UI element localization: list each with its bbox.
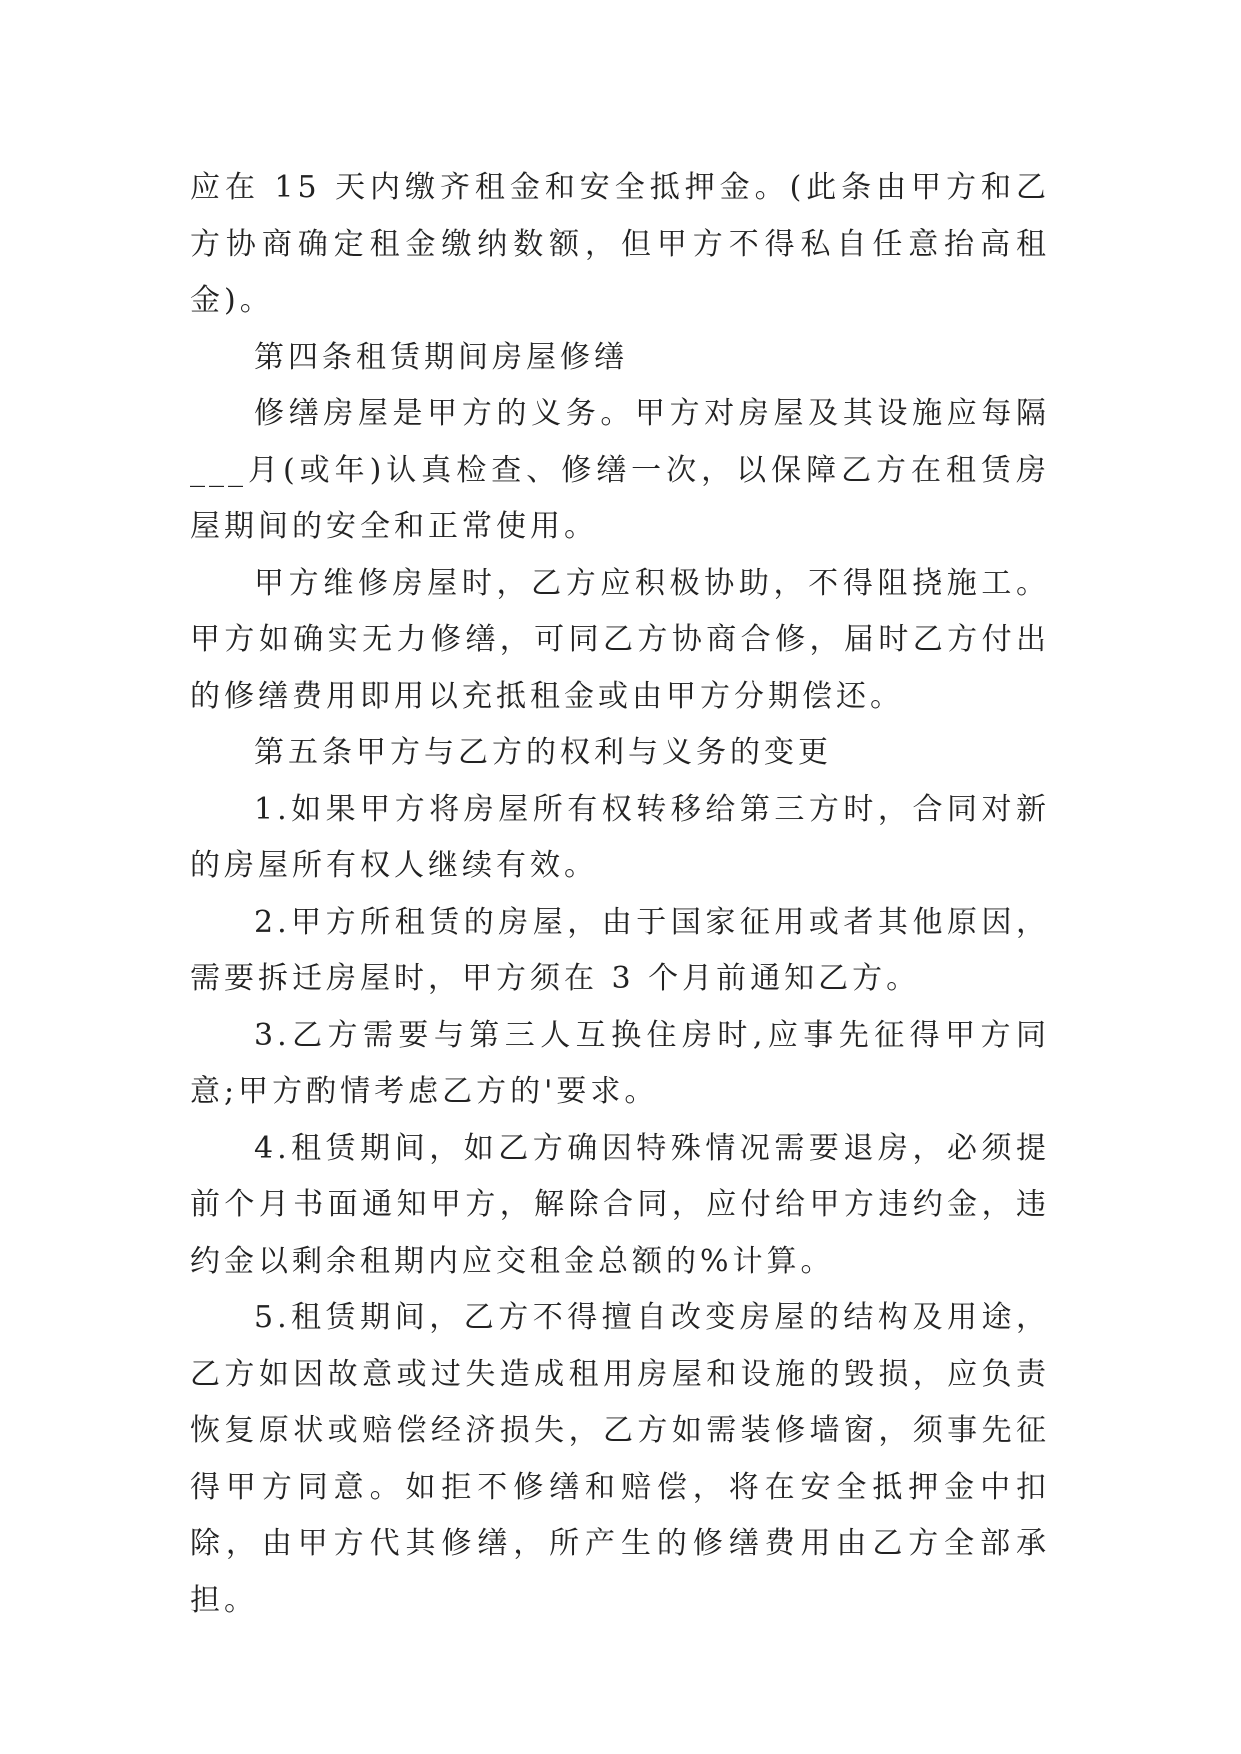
heading-article-4: 第四条租赁期间房屋修缮 [254, 339, 628, 375]
paragraph-clause-3: 3.乙方需要与第三人互换住房时,应事先征得甲方同意;甲方酌情考虑乙方的'要求。 [190, 1017, 1050, 1109]
paragraph-clause-1: 1.如果甲方将房屋所有权转移给第三方时，合同对新的房屋所有权人继续有效。 [190, 791, 1050, 883]
heading-article-5: 第五条甲方与乙方的权利与义务的变更 [254, 735, 832, 770]
paragraph-clause-5: 5.租赁期间，乙方不得擅自改变房屋的结构及用途，乙方如因故意或过失造成租用房屋和设施的毁损，应负责恢复原状或赔偿经济损失，乙方如需装修墙窗，须事先征得甲方同意。如拒不修缮和赔偿，将在安全抵押金中扣除，由甲方代其修缮，所产生的修缮费用由乙方全部承担。 [190, 1300, 1050, 1618]
paragraph-repair-duty: 修缮房屋是甲方的义务。甲方对房屋及其设施应每隔___月(或年)认真检查、修缮一次，以保障乙方在租赁房屋期间的安全和正常使用。 [190, 396, 1050, 544]
paragraph-rent-deposit-continuation: 应在 15 天内缴齐租金和安全抵押金。(此条由甲方和乙方协商确定租金缴纳数额，但甲方不得私自任意抬高租金)。 [190, 170, 1050, 318]
document-body [190, 160, 1050, 1629]
paragraph-repair-assistance: 甲方维修房屋时，乙方应积极协助，不得阻挠施工。甲方如确实无力修缮，可同乙方协商合修，届时乙方付出的修缮费用即用以充抵租金或由甲方分期偿还。 [190, 565, 1050, 714]
paragraph-clause-4: 4.租赁期间，如乙方确因特殊情况需要退房，必须提前个月书面通知甲方，解除合同，应付给甲方违约金，违约金以剩余租期内应交租金总额的%计算。 [190, 1130, 1050, 1279]
paragraph-clause-2: 2.甲方所租赁的房屋，由于国家征用或者其他原因，需要拆迁房屋时，甲方须在 3 个月前通知乙方。 [190, 904, 1050, 996]
